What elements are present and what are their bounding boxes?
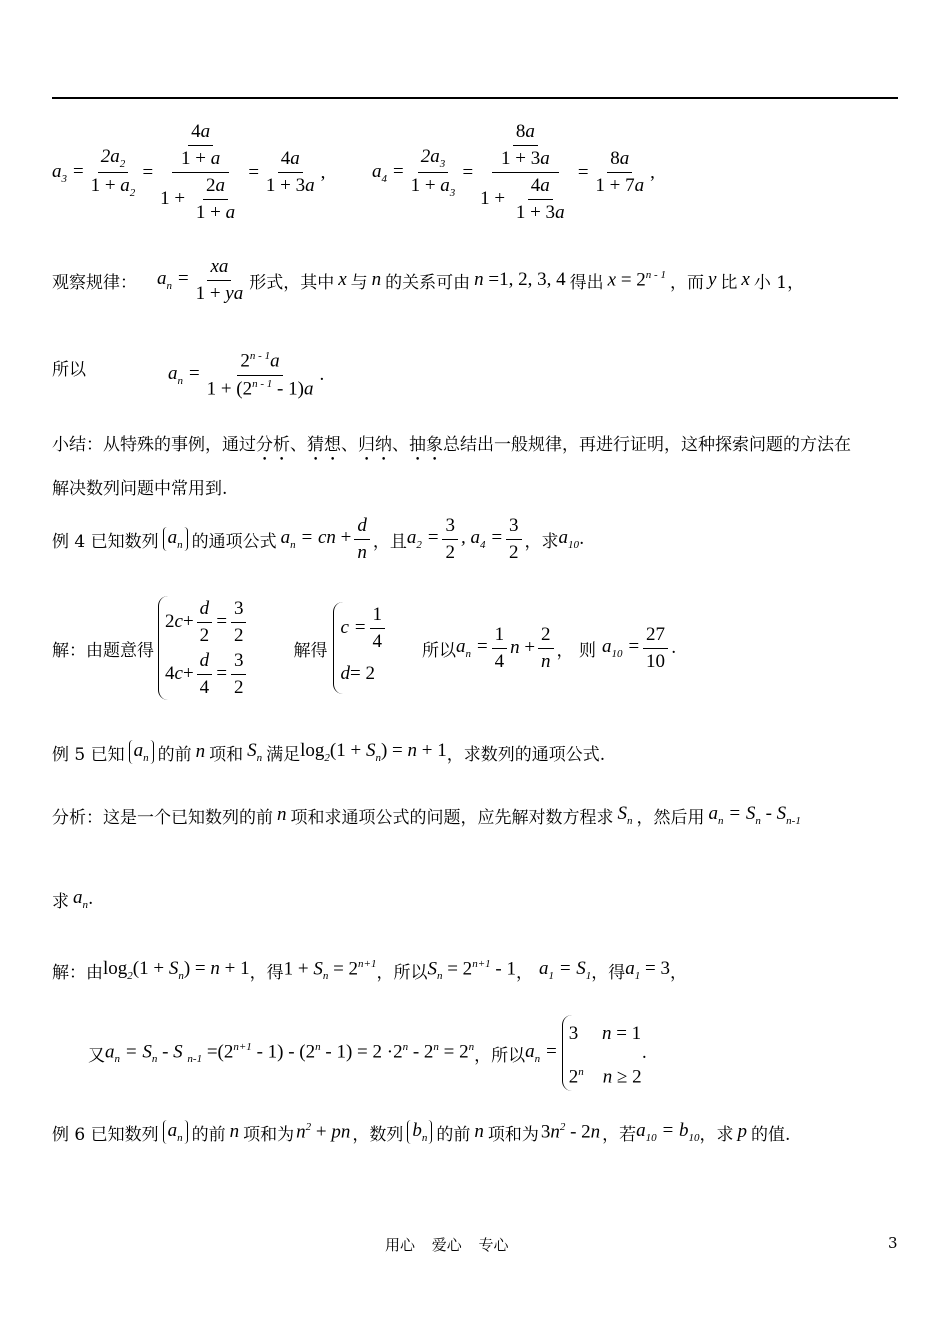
analysis-line: 分析：这是一个已知数列的前 n 项和求通项公式的问题，应先解对数方程求 $S_n$ ，然后用 $a_n = S_n - S_{n-1}$ <box>52 803 801 828</box>
solution-4: 解：由题意得 2 c + $\frac{d}{2}$ = $\frac{3}{2}$ 4 c + $\frac{d}{4}$ = $\frac{3}{2}$ 解得 c = $\frac{1}{4}$ d = 2 所以 $a_n$ = $\frac{1}{4}$ n + $\frac{2}{n}$ ， 则 $a_{10}$ = $\frac{27}{10}$ . <box>52 592 676 704</box>
observe-label: 观察规律： <box>52 272 137 293</box>
qiu-an: 求 $a_n$ . <box>52 887 94 912</box>
summary-line-2: 解决数列问题中常用到. <box>52 479 228 499</box>
header-rule <box>52 97 898 99</box>
example-6: 例 6 已知数列 $a_n$ 的前 n 项和为 $n^2$ + pn ，数列 $b_n$ 的前 n 项和为 $3n^2 - 2n$ ，若 $a_{10} = b_{10}$ ，求 p 的值. <box>52 1120 791 1145</box>
so-label: 所以 <box>52 360 86 380</box>
summary-line-1: 小结：从特殊的事例，通过分析、猜想、归纳、抽象总结出一般规律，再进行证明，这种探索问题的方法在 <box>52 435 851 455</box>
example-4: 例 4 已知数列 $a_n$ 的通项公式 $a_n$ = cn + $\frac{d}{n}$ ，且 $a_2$ = $\frac{3}{2}$ , $a_4$ = $\frac{3}{2}$ ，求 $a_{10}$ . <box>52 514 585 563</box>
footer-text: 用心 爱心 专心 <box>385 1236 509 1254</box>
a4-formula: $a_4$ = $\frac{2a_3}{1 + a_3}$ = $\frac{8a}{1 + 3a}$ 1 + $\frac{4a}{1 + 3a}$ = $\frac{8a}{1 + 7a}$ , <box>372 121 655 223</box>
solution-5-line-1: 解：由 $\log_2(1 + S_n) = n + 1$ ，得 $1 + S_n = 2^{n+1}$ ，所以 $S_n = 2^{n+1} - 1$ ， $a_1 = S_1$ ，得 $a_1 = 3$ ， <box>52 957 687 983</box>
an-general-formula: $a_n$ = $\frac{2^{n - 1}a}{1 + (2^{n - 1} - 1)a}$ . <box>168 350 325 399</box>
solution-5-line-2: 又 $a_n = S_n - S$ $_{n-1} =(2^{n+1} - 1) - (2^n - 1) = 2 \cdot 2^n - 2^n = 2^n$ ，所以 $a_n$ = 3 n = 1 2$^n$ n ≥ 2 . <box>88 1012 647 1094</box>
observe-line: 观察规律： $a_n$ = $\frac{xa}{1 + ya}$ 形式，其中 x 与 n 的关系可由 n =1, 2, 3, 4 得出 $x = 2^{n - 1}$ ，而 y 比 x 小 1， <box>52 255 805 304</box>
a3-formula: $a_3$ = $\frac{2a_2}{1 + a_2}$ = $\frac{4a}{1 + a}$ 1 + $\frac{2a}{1 + a}$ = $\frac{4a}{1 + 3a}$ , <box>52 121 326 223</box>
page-number: 3 <box>888 1234 898 1252</box>
example-5: 例 5 已知 $a_n$ 的前 n 项和 $S_n$ 满足 $\log_2(1 + S_n) = n + 1$ ，求数列的通项公式. <box>52 740 606 765</box>
